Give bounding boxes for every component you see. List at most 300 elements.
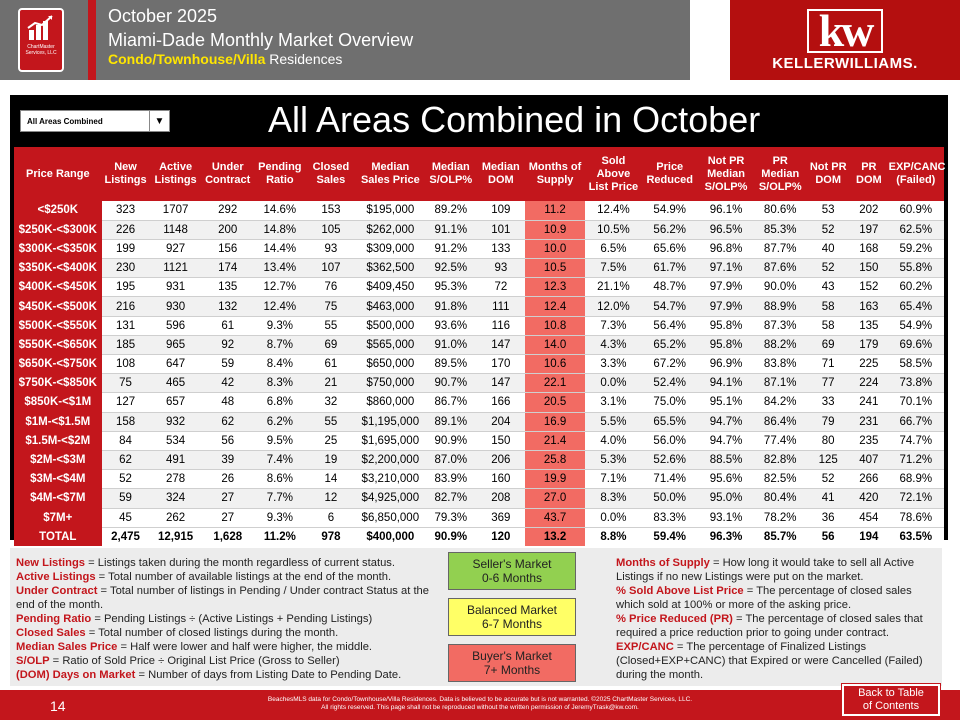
- table-cell: 86.4%: [754, 412, 806, 431]
- table-cell: 225: [850, 355, 888, 374]
- table-cell: 195: [102, 278, 150, 297]
- table-header: [14, 147, 944, 201]
- table-cell: 7.1%: [585, 470, 641, 489]
- column-header: PR DOM: [850, 147, 888, 201]
- table-cell: 71: [806, 355, 850, 374]
- table-cell: 48: [202, 393, 254, 412]
- table-cell: 12.7%: [254, 278, 306, 297]
- table-cell: 87.0%: [425, 450, 477, 469]
- table-cell: 88.9%: [754, 297, 806, 316]
- table-cell: 82.7%: [425, 489, 477, 508]
- table-cell: 90.7%: [425, 374, 477, 393]
- table-cell: 59: [102, 489, 150, 508]
- table-cell: 60.9%: [888, 201, 944, 220]
- table-cell: 21: [306, 374, 356, 393]
- legend-term: S/OLP: [16, 655, 50, 667]
- buyers-market-range: 7+ Months: [483, 663, 541, 677]
- table-cell: 43: [806, 278, 850, 297]
- table-cell: 80.6%: [754, 201, 806, 220]
- table-cell: 12.4%: [585, 201, 641, 220]
- legend-definition: [16, 584, 436, 612]
- table-cell: 25: [306, 431, 356, 450]
- table-row: [14, 316, 944, 335]
- table-cell: 1,628: [202, 527, 254, 546]
- table-cell: 6.2%: [254, 412, 306, 431]
- back-button-line-2: of Contents: [862, 700, 920, 712]
- table-cell: 61: [202, 316, 254, 335]
- table-cell: 152: [850, 278, 888, 297]
- table-cell: 43.7: [525, 508, 585, 527]
- column-header: Not PR Median S/OLP%: [698, 147, 754, 201]
- table-cell: 5.3%: [585, 450, 641, 469]
- table-cell: 179: [850, 335, 888, 354]
- table-cell: 7.3%: [585, 316, 641, 335]
- table-cell: 8.3%: [585, 489, 641, 508]
- sellers-market-key: [448, 552, 576, 590]
- price-range-cell: $3M-<$4M: [14, 470, 102, 489]
- table-cell: 61.7%: [642, 259, 698, 278]
- table-cell: 58.5%: [888, 355, 944, 374]
- table-cell: 95.1%: [698, 393, 754, 412]
- table-cell: 10.8: [525, 316, 585, 335]
- table-cell: 87.7%: [754, 239, 806, 258]
- legend-definition: [616, 556, 936, 584]
- table-cell: 135: [850, 316, 888, 335]
- table-cell: 60.2%: [888, 278, 944, 297]
- table-cell: 1121: [150, 259, 202, 278]
- table-cell: 56.0%: [642, 431, 698, 450]
- price-range-cell: $550K-<$650K: [14, 335, 102, 354]
- table-cell: $860,000: [356, 393, 425, 412]
- table-cell: 10.5%: [585, 220, 641, 239]
- panel-title: All Areas Combined in October: [268, 99, 761, 140]
- table-cell: 133: [477, 239, 525, 258]
- table-cell: $400,000: [356, 527, 425, 546]
- table-cell: 70.1%: [888, 393, 944, 412]
- table-cell: 168: [850, 239, 888, 258]
- column-header: Not PR DOM: [806, 147, 850, 201]
- table-cell: 91.1%: [425, 220, 477, 239]
- table-cell: 26: [202, 470, 254, 489]
- table-row: [14, 259, 944, 278]
- table-cell: 88.2%: [754, 335, 806, 354]
- table-cell: 82.8%: [754, 450, 806, 469]
- legend-text: = Total number of closed listings during the month.: [85, 627, 339, 639]
- table-cell: 454: [850, 508, 888, 527]
- price-range-cell: $300K-<$350K: [14, 239, 102, 258]
- table-cell: 153: [306, 201, 356, 220]
- table-cell: 230: [102, 259, 150, 278]
- table-cell: 927: [150, 239, 202, 258]
- table-cell: 91.0%: [425, 335, 477, 354]
- table-cell: 4.3%: [585, 335, 641, 354]
- column-header: EXP/CANC (Failed): [888, 147, 944, 201]
- table-cell: 13.2: [525, 527, 585, 546]
- table-cell: 75: [102, 374, 150, 393]
- table-row: [14, 297, 944, 316]
- table-cell: 83.9%: [425, 470, 477, 489]
- table-cell: 1707: [150, 201, 202, 220]
- table-cell: 14.0: [525, 335, 585, 354]
- table-cell: 16.9: [525, 412, 585, 431]
- table-cell: $463,000: [356, 297, 425, 316]
- table-row: [14, 470, 944, 489]
- table-cell: 87.1%: [754, 374, 806, 393]
- table-cell: 135: [202, 278, 254, 297]
- legend-text: = The percentage of closed sales which sold at 100% or more of the asking price.: [616, 585, 912, 611]
- table-cell: 79: [806, 412, 850, 431]
- table-cell: 200: [202, 220, 254, 239]
- sellers-market-range: 0-6 Months: [481, 571, 543, 585]
- sellers-market-label: Seller's Market: [472, 557, 552, 571]
- table-cell: 194: [850, 527, 888, 546]
- table-cell: 90.9%: [425, 527, 477, 546]
- header: [0, 0, 960, 84]
- table-cell: 87.3%: [754, 316, 806, 335]
- table-cell: 82.5%: [754, 470, 806, 489]
- table-cell: 199: [102, 239, 150, 258]
- table-cell: 75: [306, 297, 356, 316]
- table-cell: 55.8%: [888, 259, 944, 278]
- legend-text: = Listings taken during the month regardless of current status.: [85, 557, 395, 569]
- legend-definition: [16, 556, 436, 570]
- legend-definition: [16, 612, 436, 626]
- chevron-down-icon[interactable]: ▼: [149, 111, 169, 131]
- table-cell: 97.1%: [698, 259, 754, 278]
- table-cell: 65.4%: [888, 297, 944, 316]
- table-cell: 197: [850, 220, 888, 239]
- buyers-market-label: Buyer's Market: [472, 649, 552, 663]
- table-cell: $409,450: [356, 278, 425, 297]
- table-cell: 69: [306, 335, 356, 354]
- back-button-line-1: Back to Table: [858, 687, 924, 699]
- market-panel: [10, 95, 948, 544]
- column-header: PR Median S/OLP%: [754, 147, 806, 201]
- table-cell: $565,000: [356, 335, 425, 354]
- table-cell: 50.0%: [642, 489, 698, 508]
- chartmaster-logo: [18, 8, 64, 72]
- legend-definitions-right: [616, 556, 936, 682]
- table-cell: 10.6: [525, 355, 585, 374]
- table-cell: 7.4%: [254, 450, 306, 469]
- table-cell: 8.4%: [254, 355, 306, 374]
- column-header: Median DOM: [477, 147, 525, 201]
- price-range-cell: $350K-<$400K: [14, 259, 102, 278]
- table-cell: 95.0%: [698, 489, 754, 508]
- table-cell: 369: [477, 508, 525, 527]
- table-cell: 62: [202, 412, 254, 431]
- table-cell: 78.6%: [888, 508, 944, 527]
- table-cell: 224: [850, 374, 888, 393]
- table-cell: 163: [850, 297, 888, 316]
- table-row: [14, 220, 944, 239]
- kw-logo-mark: kw: [807, 9, 883, 53]
- table-cell: 216: [102, 297, 150, 316]
- legend-definition: [16, 668, 436, 682]
- subtitle-highlight: Condo/Townhouse/Villa: [108, 51, 266, 67]
- table-cell: 32: [306, 393, 356, 412]
- table-cell: 77.4%: [754, 431, 806, 450]
- table-cell: $309,000: [356, 239, 425, 258]
- table-cell: 9.3%: [254, 508, 306, 527]
- table-cell: 107: [306, 259, 356, 278]
- buyers-market-key: [448, 644, 576, 682]
- table-cell: 96.9%: [698, 355, 754, 374]
- table-cell: 93: [477, 259, 525, 278]
- table-cell: 92: [202, 335, 254, 354]
- table-cell: 932: [150, 412, 202, 431]
- table-cell: 52.6%: [642, 450, 698, 469]
- table-cell: 27.0: [525, 489, 585, 508]
- table-row: [14, 412, 944, 431]
- table-cell: 54.9%: [888, 316, 944, 335]
- table-cell: 91.8%: [425, 297, 477, 316]
- table-row: [14, 239, 944, 258]
- table-row: [14, 374, 944, 393]
- table-cell: 84: [102, 431, 150, 450]
- market-table: [14, 147, 944, 546]
- table-cell: $650,000: [356, 355, 425, 374]
- table-cell: 278: [150, 470, 202, 489]
- table-cell: 59.4%: [642, 527, 698, 546]
- legend-definition: [16, 626, 436, 640]
- table-cell: 10.0: [525, 239, 585, 258]
- price-range-cell: $1.5M-<$2M: [14, 431, 102, 450]
- table-cell: 63.5%: [888, 527, 944, 546]
- table-cell: 56.2%: [642, 220, 698, 239]
- table-cell: 185: [102, 335, 150, 354]
- table-cell: 12.3: [525, 278, 585, 297]
- table-cell: 41: [806, 489, 850, 508]
- table-cell: $1,195,000: [356, 412, 425, 431]
- table-cell: 54.7%: [642, 297, 698, 316]
- table-cell: 90.9%: [425, 431, 477, 450]
- table-cell: 12,915: [150, 527, 202, 546]
- table-cell: 174: [202, 259, 254, 278]
- table-cell: 9.3%: [254, 316, 306, 335]
- table-cell: 61: [306, 355, 356, 374]
- table-cell: 158: [102, 412, 150, 431]
- table-cell: 12.0%: [585, 297, 641, 316]
- table-cell: 231: [850, 412, 888, 431]
- legend-term: New Listings: [16, 557, 85, 569]
- table-cell: 96.5%: [698, 220, 754, 239]
- table-cell: 94.1%: [698, 374, 754, 393]
- legend-text: = Ratio of Sold Price ÷ Original List Price (Gross to Seller): [49, 655, 340, 667]
- table-cell: 6: [306, 508, 356, 527]
- table-cell: 11.2%: [254, 527, 306, 546]
- table-cell: 94.7%: [698, 412, 754, 431]
- table-cell: 62: [102, 450, 150, 469]
- table-cell: 48.7%: [642, 278, 698, 297]
- table-cell: 14.4%: [254, 239, 306, 258]
- keller-williams-logo: [730, 0, 960, 80]
- table-cell: 36: [806, 508, 850, 527]
- table-row: [14, 450, 944, 469]
- legend: [10, 548, 942, 686]
- table-cell: 40: [806, 239, 850, 258]
- table-cell: 89.1%: [425, 412, 477, 431]
- subtitle-rest: Residences: [265, 51, 343, 67]
- table-cell: 323: [102, 201, 150, 220]
- table-cell: 73.8%: [888, 374, 944, 393]
- balanced-market-range: 6-7 Months: [481, 617, 543, 631]
- table-cell: 93: [306, 239, 356, 258]
- price-range-cell: $1M-<$1.5M: [14, 412, 102, 431]
- table-cell: $2,200,000: [356, 450, 425, 469]
- table-cell: 202: [850, 201, 888, 220]
- table-cell: 93.6%: [425, 316, 477, 335]
- legend-definition: [16, 640, 436, 654]
- table-row: [14, 355, 944, 374]
- table-cell: 87.6%: [754, 259, 806, 278]
- table-cell: 80.4%: [754, 489, 806, 508]
- table-cell: 166: [477, 393, 525, 412]
- table-cell: 95.8%: [698, 335, 754, 354]
- table-cell: 52: [806, 470, 850, 489]
- table-cell: 2,475: [102, 527, 150, 546]
- table-cell: 96.1%: [698, 201, 754, 220]
- table-cell: 125: [806, 450, 850, 469]
- table-cell: 1148: [150, 220, 202, 239]
- back-to-contents-button[interactable]: [842, 684, 940, 716]
- table-cell: 931: [150, 278, 202, 297]
- area-select[interactable]: [20, 110, 170, 132]
- column-header: Pending Ratio: [254, 147, 306, 201]
- table-cell: 150: [850, 259, 888, 278]
- table-cell: 71.4%: [642, 470, 698, 489]
- table-cell: 965: [150, 335, 202, 354]
- table-cell: 6.5%: [585, 239, 641, 258]
- table-cell: 116: [477, 316, 525, 335]
- legend-text: = Pending Listings ÷ (Active Listings + Pending Listings): [91, 613, 373, 625]
- legend-text: = How long it would take to sell all Active Listings if no new Listings were put on the market.: [616, 557, 915, 583]
- table-cell: 14.6%: [254, 201, 306, 220]
- table-cell: 12.4: [525, 297, 585, 316]
- table-cell: 78.2%: [754, 508, 806, 527]
- table-cell: $4,925,000: [356, 489, 425, 508]
- table-row: [14, 489, 944, 508]
- balanced-market-label: Balanced Market: [466, 603, 558, 617]
- table-cell: 66.7%: [888, 412, 944, 431]
- table-cell: 55: [306, 412, 356, 431]
- table-cell: 131: [102, 316, 150, 335]
- table-cell: 596: [150, 316, 202, 335]
- price-range-cell: $650K-<$750K: [14, 355, 102, 374]
- column-header: Closed Sales: [306, 147, 356, 201]
- table-cell: 7.5%: [585, 259, 641, 278]
- price-range-cell: $500K-<$550K: [14, 316, 102, 335]
- table-cell: 65.6%: [642, 239, 698, 258]
- table-cell: 127: [102, 393, 150, 412]
- bar-chart-icon: [25, 14, 57, 42]
- table-cell: 120: [477, 527, 525, 546]
- price-range-cell: $400K-<$450K: [14, 278, 102, 297]
- table-cell: $6,850,000: [356, 508, 425, 527]
- table-cell: 105: [306, 220, 356, 239]
- legend-term: EXP/CANC: [616, 641, 674, 653]
- table-cell: 4.0%: [585, 431, 641, 450]
- table-cell: $262,000: [356, 220, 425, 239]
- footer: [0, 690, 960, 720]
- legend-term: % Price Reduced (PR): [616, 613, 733, 625]
- table-cell: 91.2%: [425, 239, 477, 258]
- table-cell: 206: [477, 450, 525, 469]
- table-cell: 0.0%: [585, 508, 641, 527]
- table-cell: 491: [150, 450, 202, 469]
- table-cell: 53: [806, 201, 850, 220]
- legend-text: = Number of days from Listing Date to Pending Date.: [135, 669, 402, 681]
- table-cell: 52: [806, 220, 850, 239]
- price-range-cell: $4M-<$7M: [14, 489, 102, 508]
- table-row: [14, 335, 944, 354]
- table-cell: 95.6%: [698, 470, 754, 489]
- price-range-cell: $250K-<$300K: [14, 220, 102, 239]
- table-row: [14, 508, 944, 527]
- column-header: Price Range: [14, 147, 102, 201]
- column-header: Price Reduced: [642, 147, 698, 201]
- legend-term: Median Sales Price: [16, 641, 118, 653]
- table-cell: 27: [202, 508, 254, 527]
- kw-logo-name: KELLERWILLIAMS.: [772, 54, 918, 72]
- table-cell: 65.2%: [642, 335, 698, 354]
- table-cell: 10.9: [525, 220, 585, 239]
- table-cell: $3,210,000: [356, 470, 425, 489]
- table-cell: 10.5: [525, 259, 585, 278]
- legend-term: (DOM) Days on Market: [16, 669, 136, 681]
- table-cell: 52: [806, 259, 850, 278]
- table-cell: 111: [477, 297, 525, 316]
- table-cell: 21.1%: [585, 278, 641, 297]
- table-cell: 226: [102, 220, 150, 239]
- table-cell: 465: [150, 374, 202, 393]
- table-cell: 657: [150, 393, 202, 412]
- table-cell: 19: [306, 450, 356, 469]
- report-title: Miami-Dade Monthly Market Overview: [108, 30, 414, 50]
- table-cell: 208: [477, 489, 525, 508]
- table-cell: 71.2%: [888, 450, 944, 469]
- column-header: Median Sales Price: [356, 147, 425, 201]
- table-cell: 407: [850, 450, 888, 469]
- legend-text: = The percentage of closed sales that required a price reduction prior to going under contract.: [616, 613, 923, 639]
- table-cell: $1,695,000: [356, 431, 425, 450]
- legend-text: = Half were lower and half were higher, the middle.: [117, 641, 373, 653]
- table-cell: 89.5%: [425, 355, 477, 374]
- table-cell: 56: [806, 527, 850, 546]
- table-cell: 52: [102, 470, 150, 489]
- table-cell: 132: [202, 297, 254, 316]
- table-cell: 72.1%: [888, 489, 944, 508]
- table-body: [14, 201, 944, 546]
- table-cell: 69.6%: [888, 335, 944, 354]
- table-cell: $362,500: [356, 259, 425, 278]
- table-cell: $195,000: [356, 201, 425, 220]
- table-cell: 0.0%: [585, 374, 641, 393]
- column-header: Sold Above List Price: [585, 147, 641, 201]
- table-cell: 8.6%: [254, 470, 306, 489]
- table-cell: $750,000: [356, 374, 425, 393]
- table-cell: 235: [850, 431, 888, 450]
- column-header: Active Listings: [150, 147, 202, 201]
- table-cell: 77: [806, 374, 850, 393]
- table-row: [14, 201, 944, 220]
- table-cell: 160: [477, 470, 525, 489]
- table-cell: 13.4%: [254, 259, 306, 278]
- table-cell: 93.1%: [698, 508, 754, 527]
- legend-definition: [16, 654, 436, 668]
- legend-definition: [16, 570, 436, 584]
- table-cell: 85.3%: [754, 220, 806, 239]
